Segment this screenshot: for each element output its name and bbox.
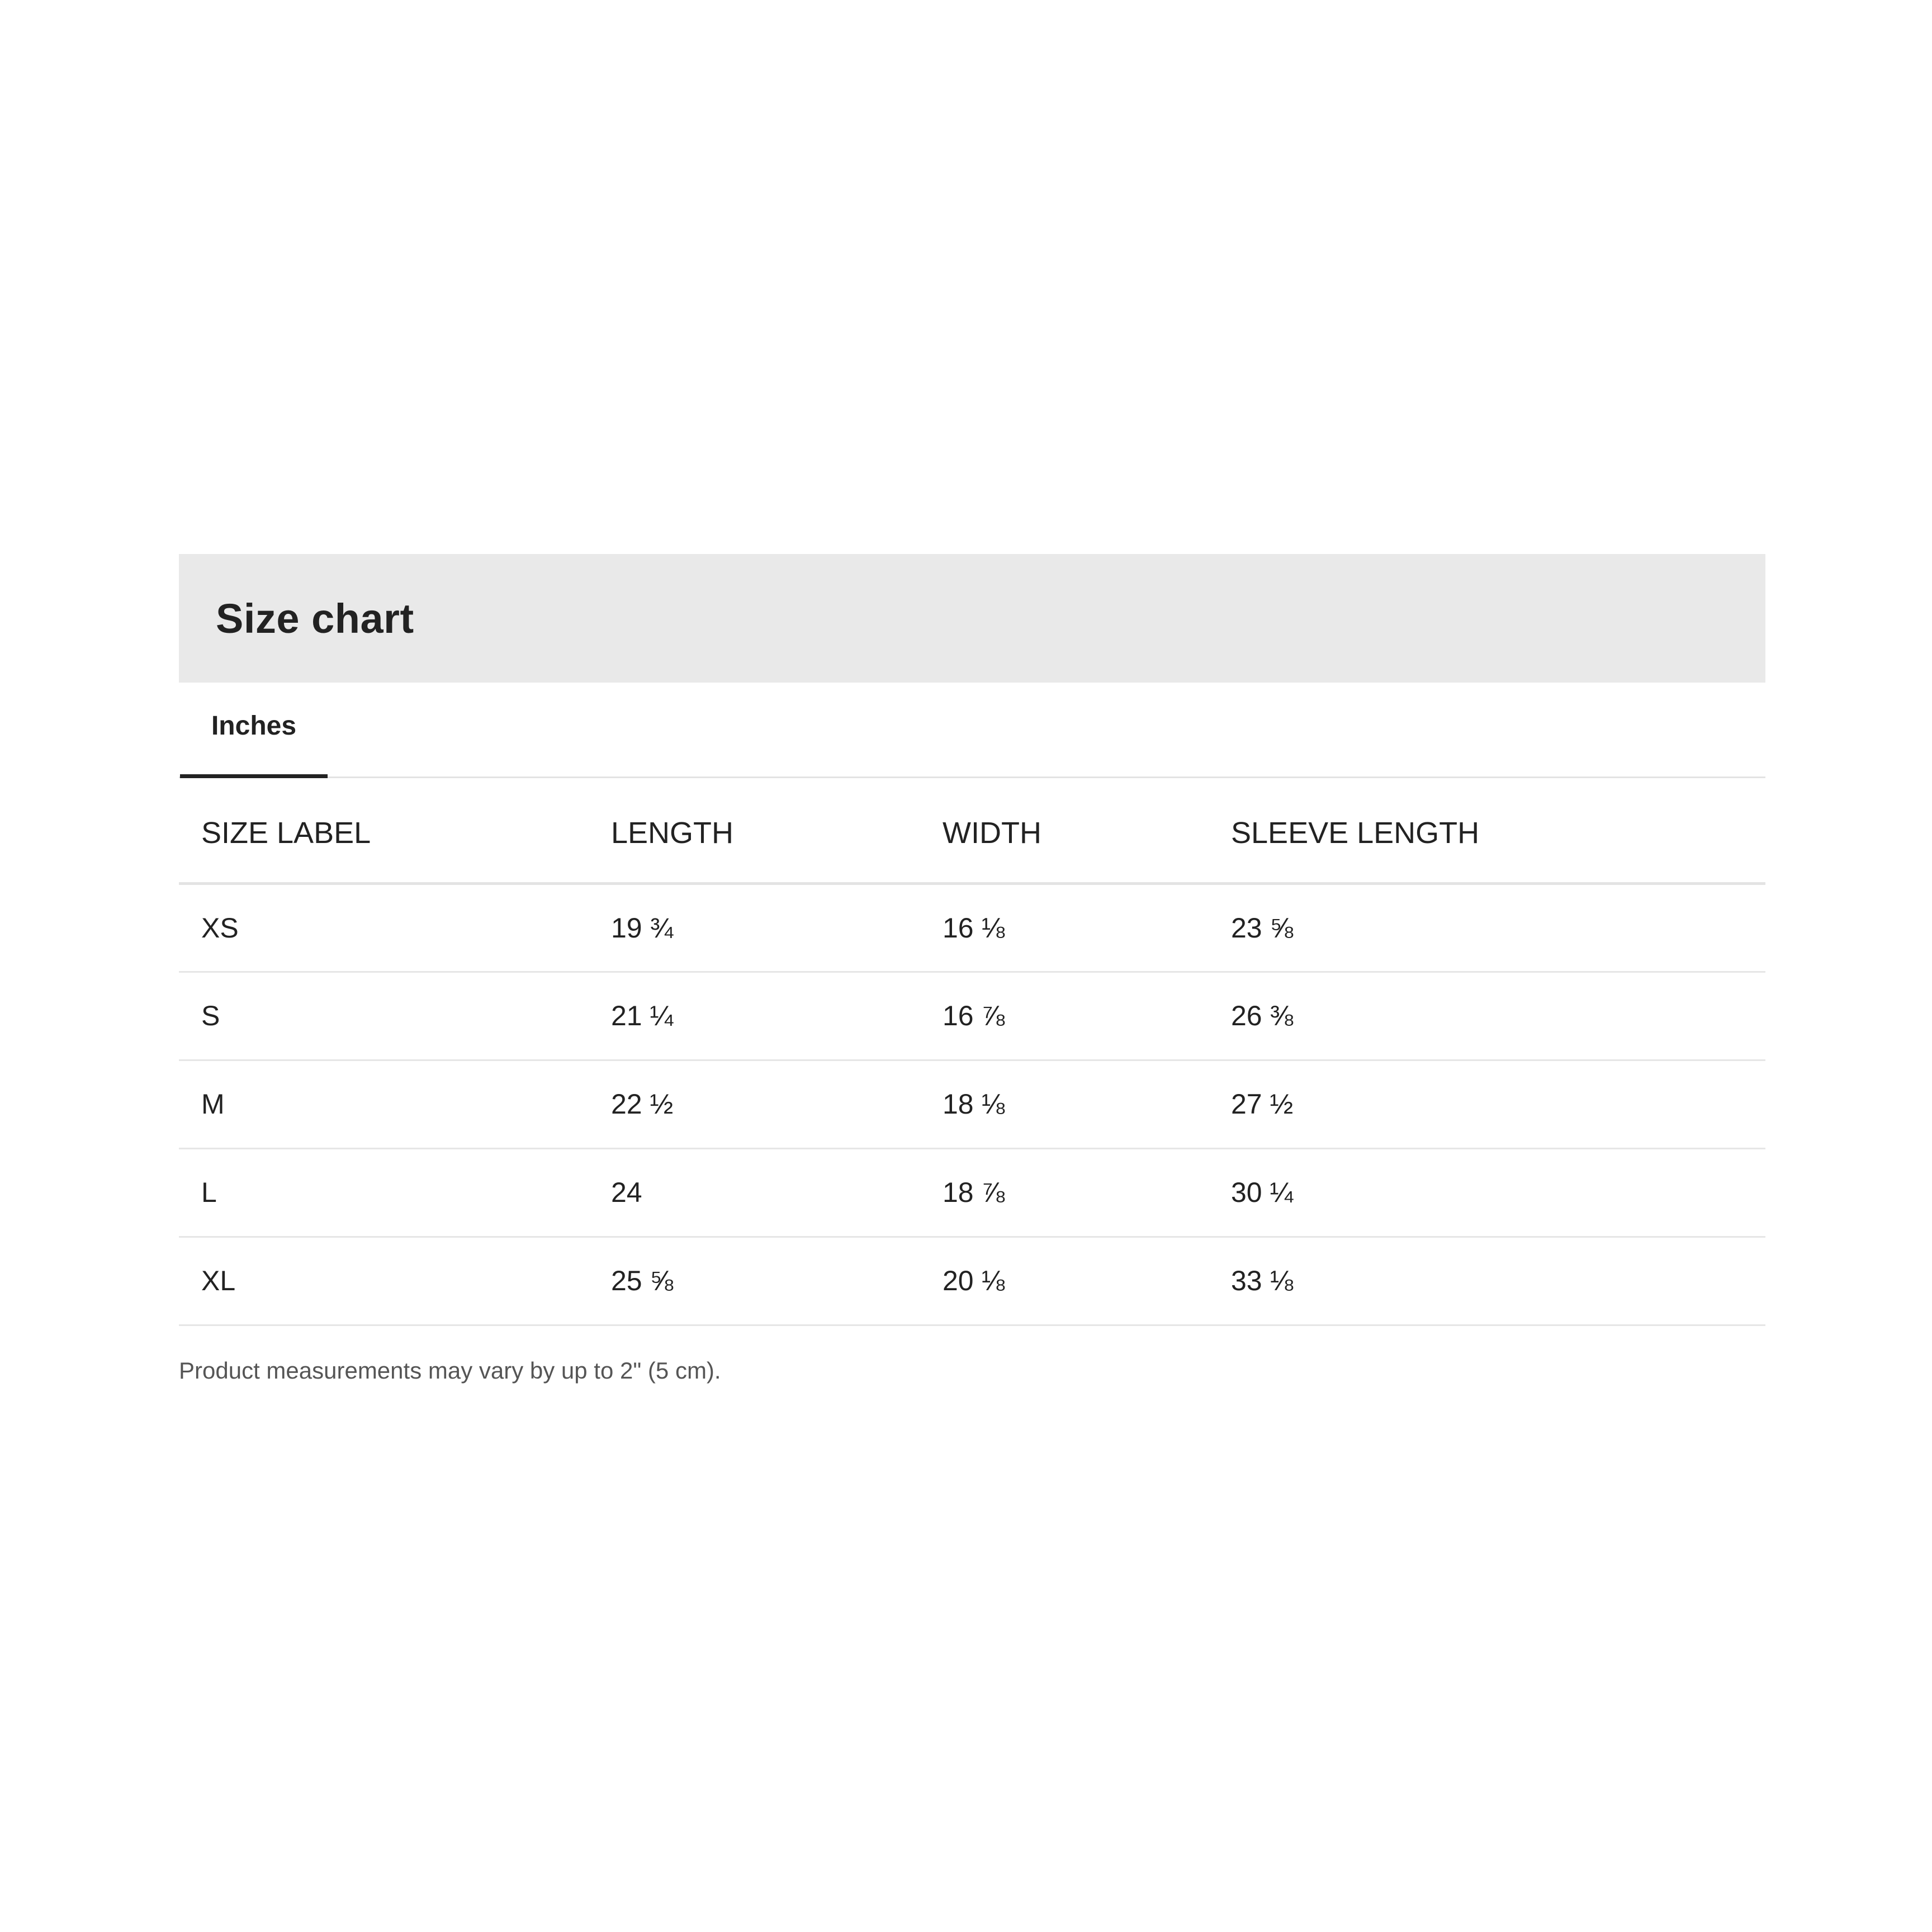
measurement-disclaimer: Product measurements may vary by up to 2" (5 cm).	[179, 1357, 721, 1384]
cell-size-label: XL	[179, 1237, 589, 1325]
size-chart-panel	[179, 554, 1765, 1384]
size-table	[179, 778, 1765, 1326]
cell-sleeve-length: 30 ¼	[1209, 1148, 1765, 1237]
column-header-sleeve-length: SLEEVE LENGTH	[1209, 778, 1765, 883]
cell-length: 25 ⅝	[589, 1237, 920, 1325]
table-row	[179, 1148, 1765, 1237]
cell-length: 21 ¼	[589, 972, 920, 1060]
table-row	[179, 883, 1765, 972]
cell-width: 18 ⅞	[920, 1148, 1209, 1237]
cell-sleeve-length: 27 ½	[1209, 1060, 1765, 1148]
cell-length: 24	[589, 1148, 920, 1237]
cell-length: 19 ¾	[589, 883, 920, 972]
size-chart-header	[179, 554, 1765, 683]
cell-size-label: S	[179, 972, 589, 1060]
cell-width: 16 ⅛	[920, 883, 1209, 972]
column-header-width: WIDTH	[920, 778, 1209, 883]
column-header-length: LENGTH	[589, 778, 920, 883]
unit-tabs	[179, 683, 1765, 778]
size-chart-title: Size chart	[216, 595, 414, 642]
cell-sleeve-length: 23 ⅝	[1209, 883, 1765, 972]
table-row	[179, 1060, 1765, 1148]
cell-width: 16 ⅞	[920, 972, 1209, 1060]
column-header-size-label: SIZE LABEL	[179, 778, 589, 883]
cell-sleeve-length: 26 ⅜	[1209, 972, 1765, 1060]
table-row	[179, 972, 1765, 1060]
cell-length: 22 ½	[589, 1060, 920, 1148]
tab-inches[interactable]: Inches	[180, 683, 328, 778]
table-header-row	[179, 778, 1765, 883]
cell-size-label: L	[179, 1148, 589, 1237]
cell-size-label: XS	[179, 883, 589, 972]
cell-sleeve-length: 33 ⅛	[1209, 1237, 1765, 1325]
table-row	[179, 1237, 1765, 1325]
cell-width: 18 ⅛	[920, 1060, 1209, 1148]
cell-size-label: M	[179, 1060, 589, 1148]
cell-width: 20 ⅛	[920, 1237, 1209, 1325]
